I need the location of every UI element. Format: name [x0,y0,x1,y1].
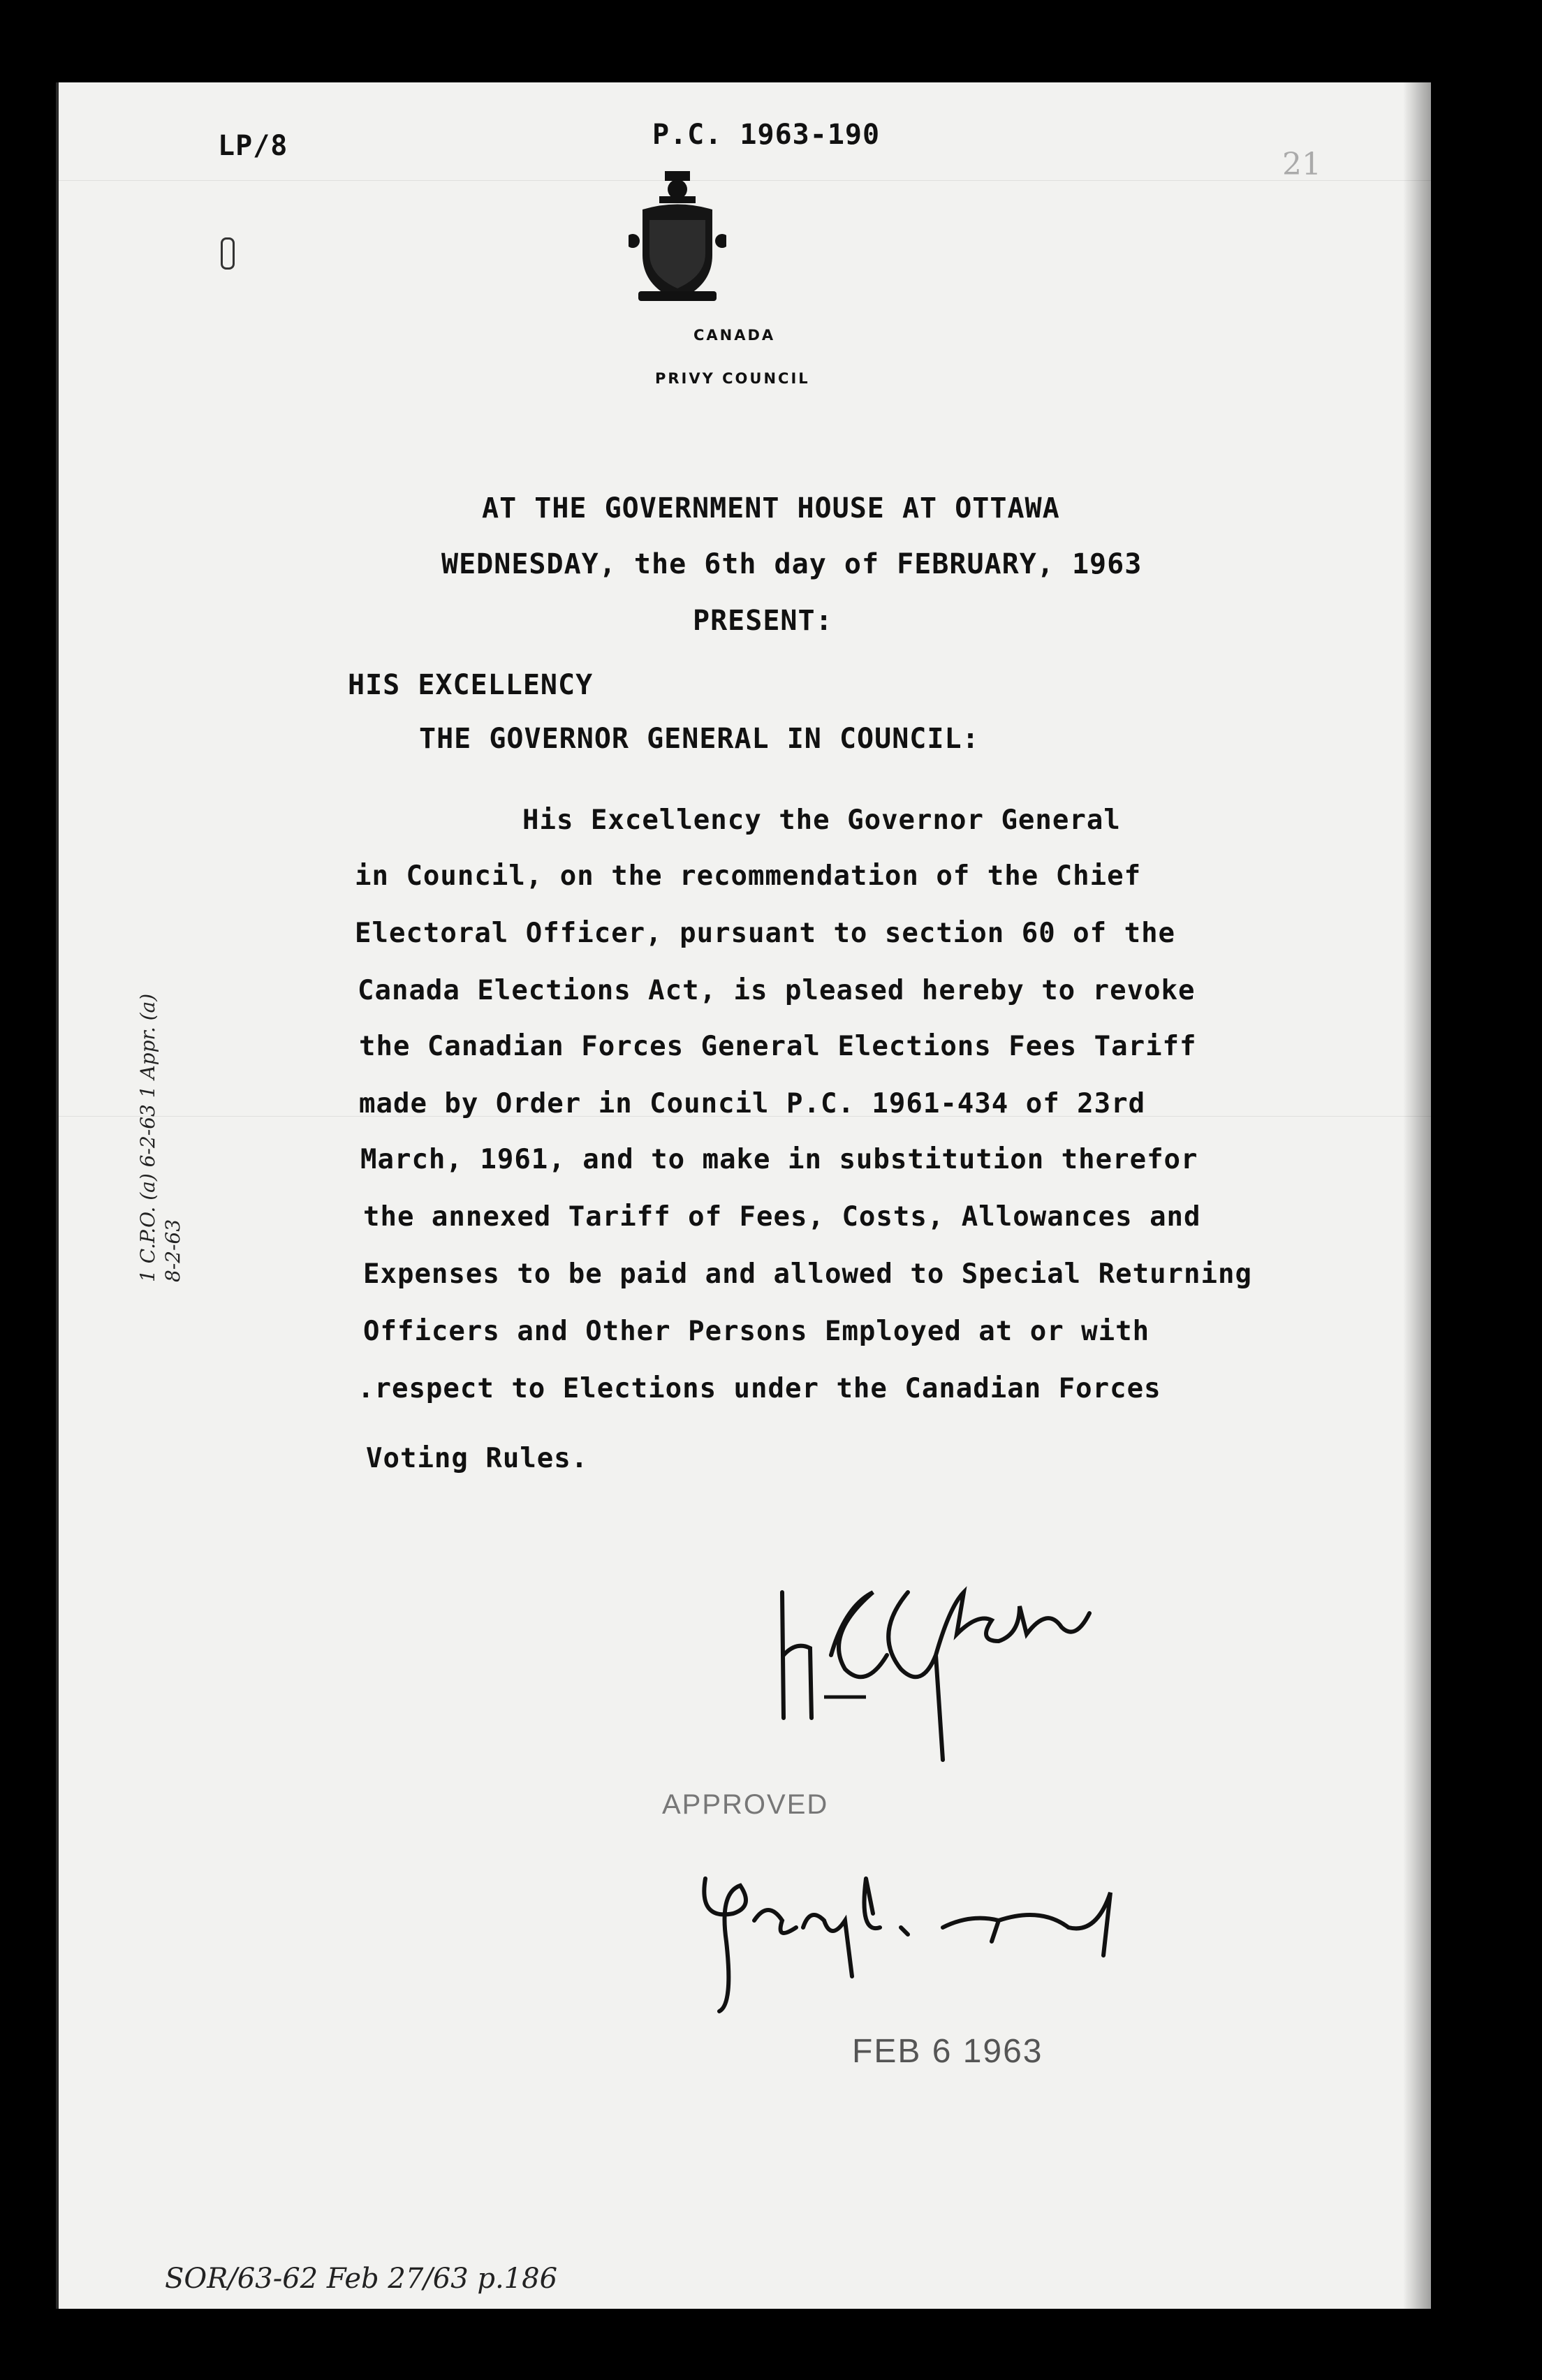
body-line: .respect to Elections under the Canadian Forces [358,1373,1161,1404]
punch-mark [221,237,235,270]
date-stamp: FEB 6 1963 [852,2033,1043,2070]
body-line: Officers and Other Persons Employed at or with [363,1316,1150,1347]
present-heading: PRESENT: [693,605,833,637]
addressee-line-2: THE GOVERNOR GENERAL IN COUNCIL: [419,723,980,755]
body-line: the annexed Tariff of Fees, Costs, Allowances and [363,1201,1201,1233]
body-line: His Excellency the Governor General [522,805,1121,836]
body-line: in Council, on the recommendation of the Chief [355,860,1142,892]
body-line: Electoral Officer, pursuant to section 60 of the [355,918,1176,949]
place-heading: AT THE GOVERNMENT HOUSE AT OTTAWA [482,492,1060,524]
body-line: Expenses to be paid and allowed to Special Returning [363,1258,1252,1290]
clerk-signature [768,1550,1103,1774]
coat-of-arms-icon [629,171,726,304]
addressee-line-1: HIS EXCELLENCY [348,669,594,701]
body-line: Voting Rules. [366,1443,589,1474]
body-line: March, 1961, and to make in substitution therefor [360,1144,1198,1175]
page-number: 21 [1282,147,1321,182]
date-heading: WEDNESDAY, the 6th day of FEBRUARY, 1963 [441,548,1143,580]
footer-note: SOR/63-62 Feb 27/63 p.186 [165,2263,558,2295]
body-line: the Canadian Forces General Elections Fees Tariff [359,1031,1197,1062]
body-line: made by Order in Council P.C. 1961-434 of 23rd [359,1088,1146,1119]
governor-general-signature [691,1837,1138,2018]
margin-note: 1 C.P.O. (a) 6-2-63 1 Appr. (a) 8-2-63 [136,993,184,1282]
crest-office: PRIVY COUNCIL [655,370,810,387]
body-line: Canada Elections Act, is pleased hereby to revoke [358,975,1196,1006]
approved-stamp: APPROVED [662,1789,829,1820]
file-reference: LP/8 [218,130,288,162]
faint-rule [59,180,1431,181]
order-number: P.C. 1963-190 [652,119,881,151]
crest-country: CANADA [693,327,776,344]
